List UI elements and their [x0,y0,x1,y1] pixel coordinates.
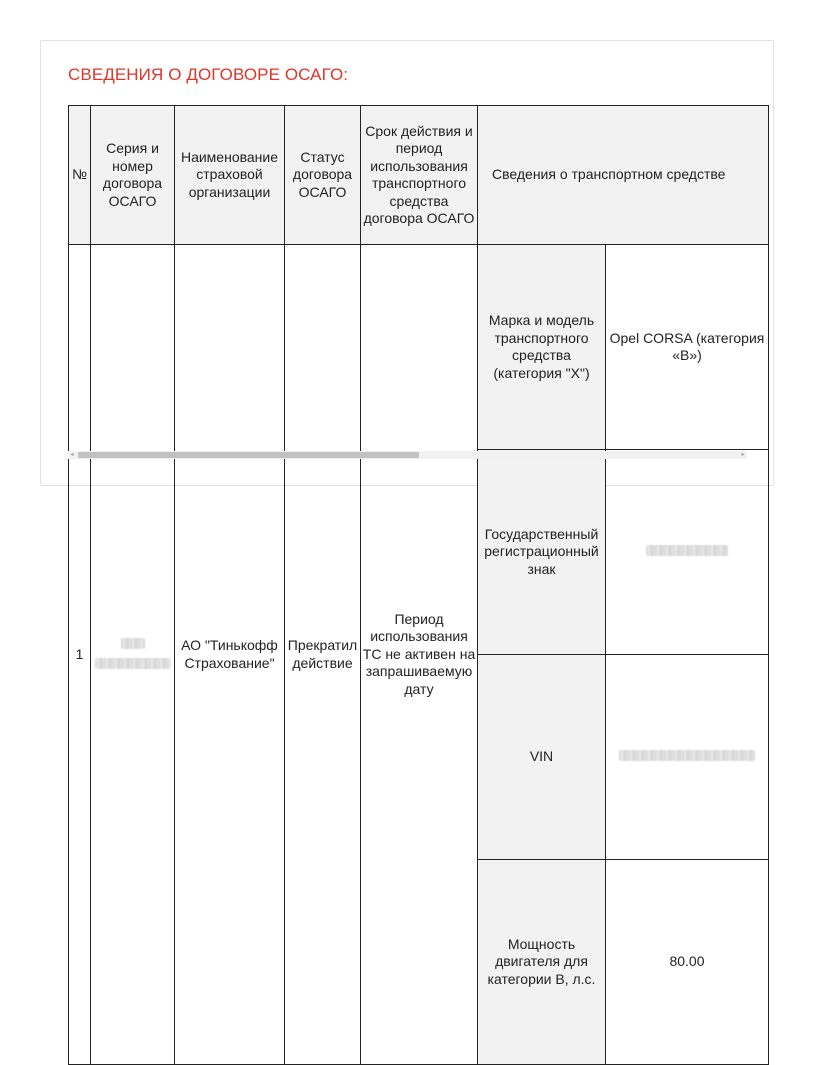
cell-vehicle [478,245,769,1065]
table-header-row [69,106,769,245]
make-value: Opel CORSA (категория «B») [606,245,769,450]
header-vehicle: Сведения о транспортном средстве [478,106,769,245]
cell-insurer: АО "Тинькофф Страхование" [175,245,285,1065]
header-term: Срок действия и период использования транспортного средства договора ОСАГО [361,106,478,245]
table-scroll-container[interactable] [68,105,765,987]
header-status: Статус договора ОСАГО [285,106,361,245]
osago-info-card [40,40,774,987]
scroll-left-icon[interactable]: ◂ [70,452,74,458]
plate-label: Государственный регистрационный знак [478,450,606,655]
redacted-series-text [121,638,145,649]
horizontal-scrollbar[interactable] [68,451,747,459]
power-value: 80.00 [669,953,705,970]
header-num: № [69,106,91,245]
vehicle-row-plate [478,450,768,655]
header-series: Серия и номер договора ОСАГО [91,106,175,245]
redacted-number-text [95,658,171,669]
vehicle-row-make [478,245,768,450]
scrollbar-thumb[interactable] [78,452,419,458]
cell-status: Прекратил действие [285,245,361,1065]
redacted-plate-text [646,545,728,556]
vin-value-redacted [606,655,769,860]
redacted-vin-text [619,750,755,761]
vehicle-details-table [478,245,768,1064]
cell-num: 1 [69,245,91,1065]
vehicle-row-vin [478,655,768,860]
plate-value-redacted [606,450,769,655]
power-label: Мощность двигателя для категории B, л.с. [478,860,606,1065]
scroll-right-icon[interactable]: ▸ [741,452,745,458]
cell-term: Период использования ТС не активен на запрашиваемую дату [361,245,478,1065]
make-label: Марка и модель транспортного средства (категория "X") [478,245,606,450]
section-title: СВЕДЕНИЯ О ДОГОВОРЕ ОСАГО: [68,65,349,84]
vin-label: VIN [478,655,606,860]
osago-table [68,105,769,1065]
vehicle-row-power [478,860,768,1065]
table-row [69,245,769,1065]
cell-series-redacted [91,245,175,1065]
header-insurer: Наименование страховой организации [175,106,285,245]
